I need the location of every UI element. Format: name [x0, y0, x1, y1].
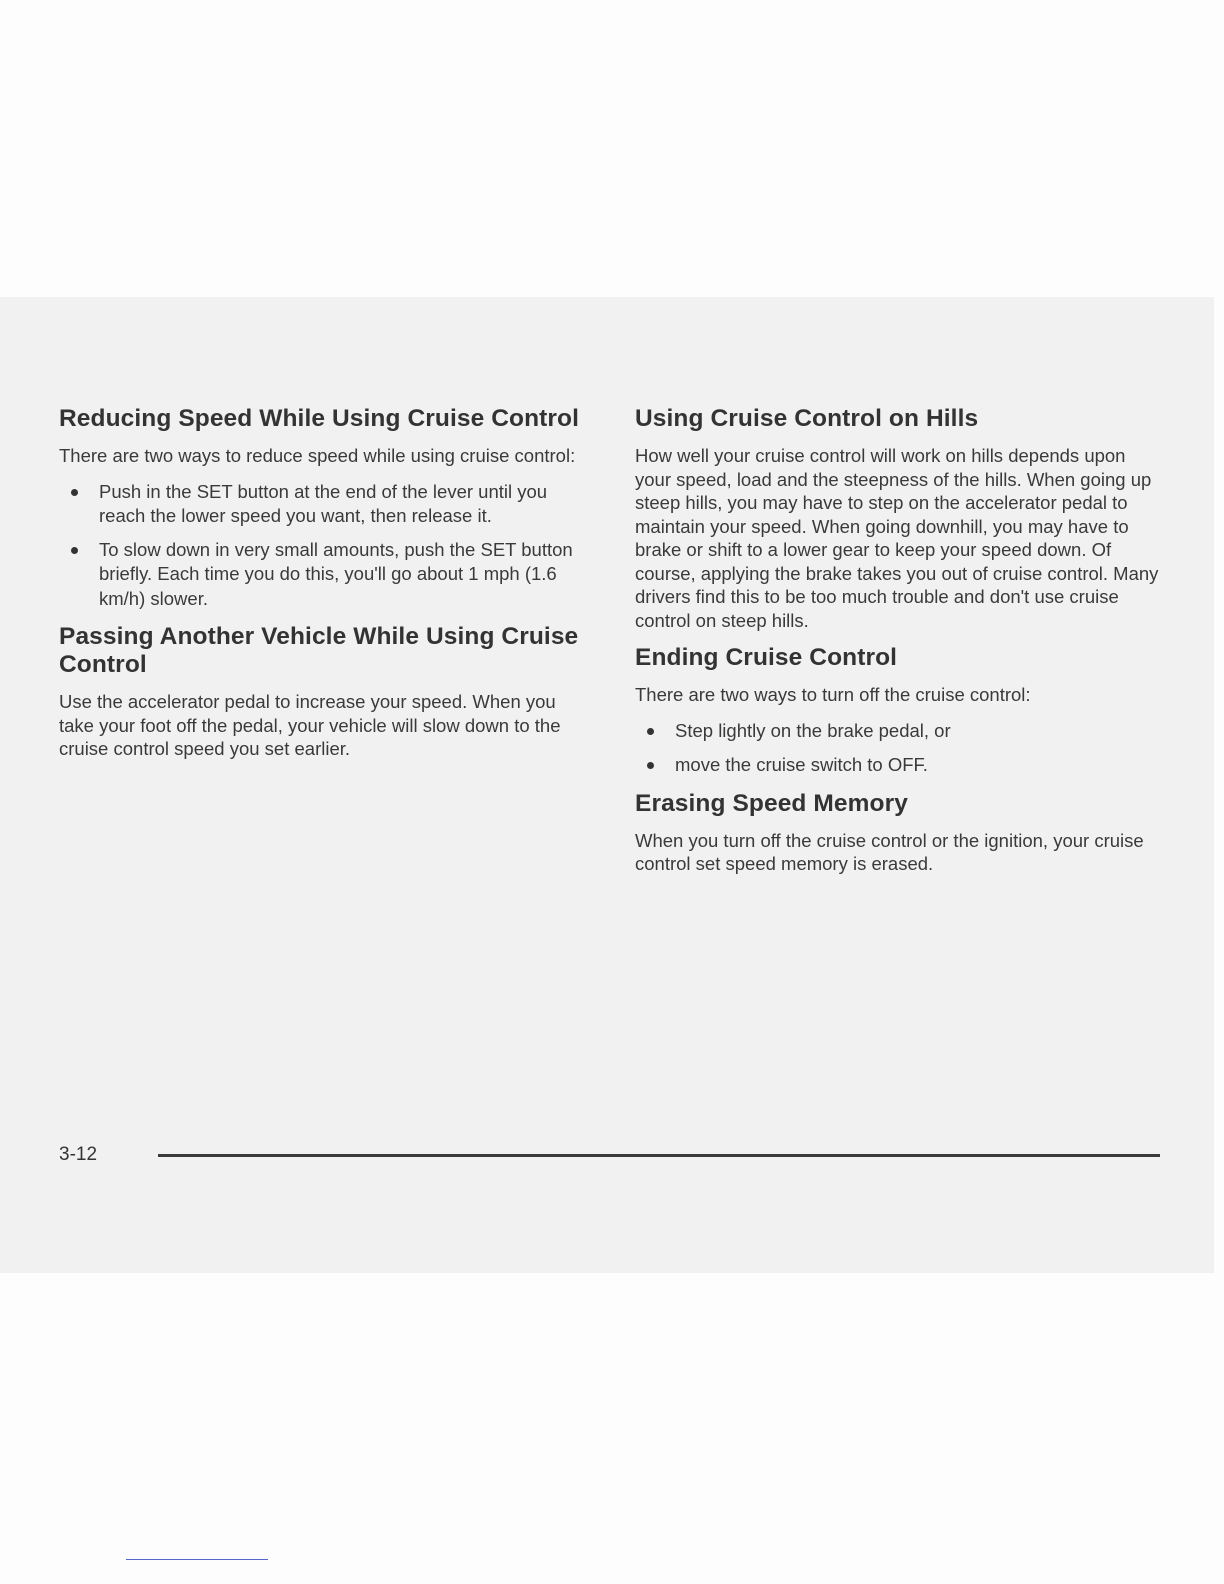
- cruise-hills-body: How well your cruise control will work on hills depends upon your speed, load and the steepness of the hills. When going up steep hills, you may have to step on the accelerator pedal to maintain your speed. When going downhill, you may have to brake or shift to a lower gear to keep your speed down. Of course, applying the brake takes you out of cruise control. Many drivers find this to be too much trouble and don't use cruise control on steep hills.: [635, 445, 1159, 631]
- list-item-text: Step lightly on the brake pedal, or: [675, 719, 951, 741]
- heading-erasing-memory: Erasing Speed Memory: [635, 789, 908, 817]
- list-item-text: move the cruise switch to OFF.: [675, 754, 928, 775]
- reducing-speed-list: [59, 480, 584, 612]
- page-number: 3-12: [59, 1144, 98, 1165]
- list-item-text: Push in the SET button at the end of the lever until you reach the lower speed you want, then release it.: [99, 480, 548, 526]
- manual-page: [0, 297, 1214, 1273]
- reducing-speed-intro: There are two ways to reduce speed while using cruise control:: [59, 445, 576, 466]
- ending-cruise-intro: There are two ways to turn off the cruise control:: [635, 684, 1031, 705]
- bullet-icon: [71, 547, 78, 554]
- passing-vehicle-body: Use the accelerator pedal to increase your speed. When you take your foot off the pedal, your vehicle will slow down to the cruise control speed you set earlier.: [59, 691, 561, 759]
- footer-divider: [158, 1154, 1160, 1157]
- list-item: [59, 538, 584, 612]
- heading-ending-cruise: Ending Cruise Control: [635, 644, 898, 671]
- erasing-memory-body: When you turn off the cruise control or the ignition, your cruise control set speed memory is erased.: [635, 829, 1144, 874]
- link-underline: [126, 1559, 268, 1560]
- list-item: [635, 753, 1165, 778]
- heading-cruise-hills: Using Cruise Control on Hills: [635, 405, 979, 432]
- list-item: [635, 719, 1165, 744]
- heading-passing-vehicle: Passing Another Vehicle While Using Cruise Control: [59, 623, 579, 678]
- ending-cruise-list: [635, 719, 1165, 778]
- list-item-text: To slow down in very small amounts, push the SET button briefly. Each time you do this, you'll go about 1 mph (1.6 km/h) slower.: [99, 538, 573, 609]
- bullet-icon: [647, 762, 654, 769]
- list-item: [59, 480, 584, 529]
- right-column: [635, 405, 1165, 888]
- bullet-icon: [71, 489, 78, 496]
- heading-reducing-speed: Reducing Speed While Using Cruise Control: [59, 405, 579, 432]
- bullet-icon: [647, 728, 654, 735]
- left-column: [59, 405, 584, 773]
